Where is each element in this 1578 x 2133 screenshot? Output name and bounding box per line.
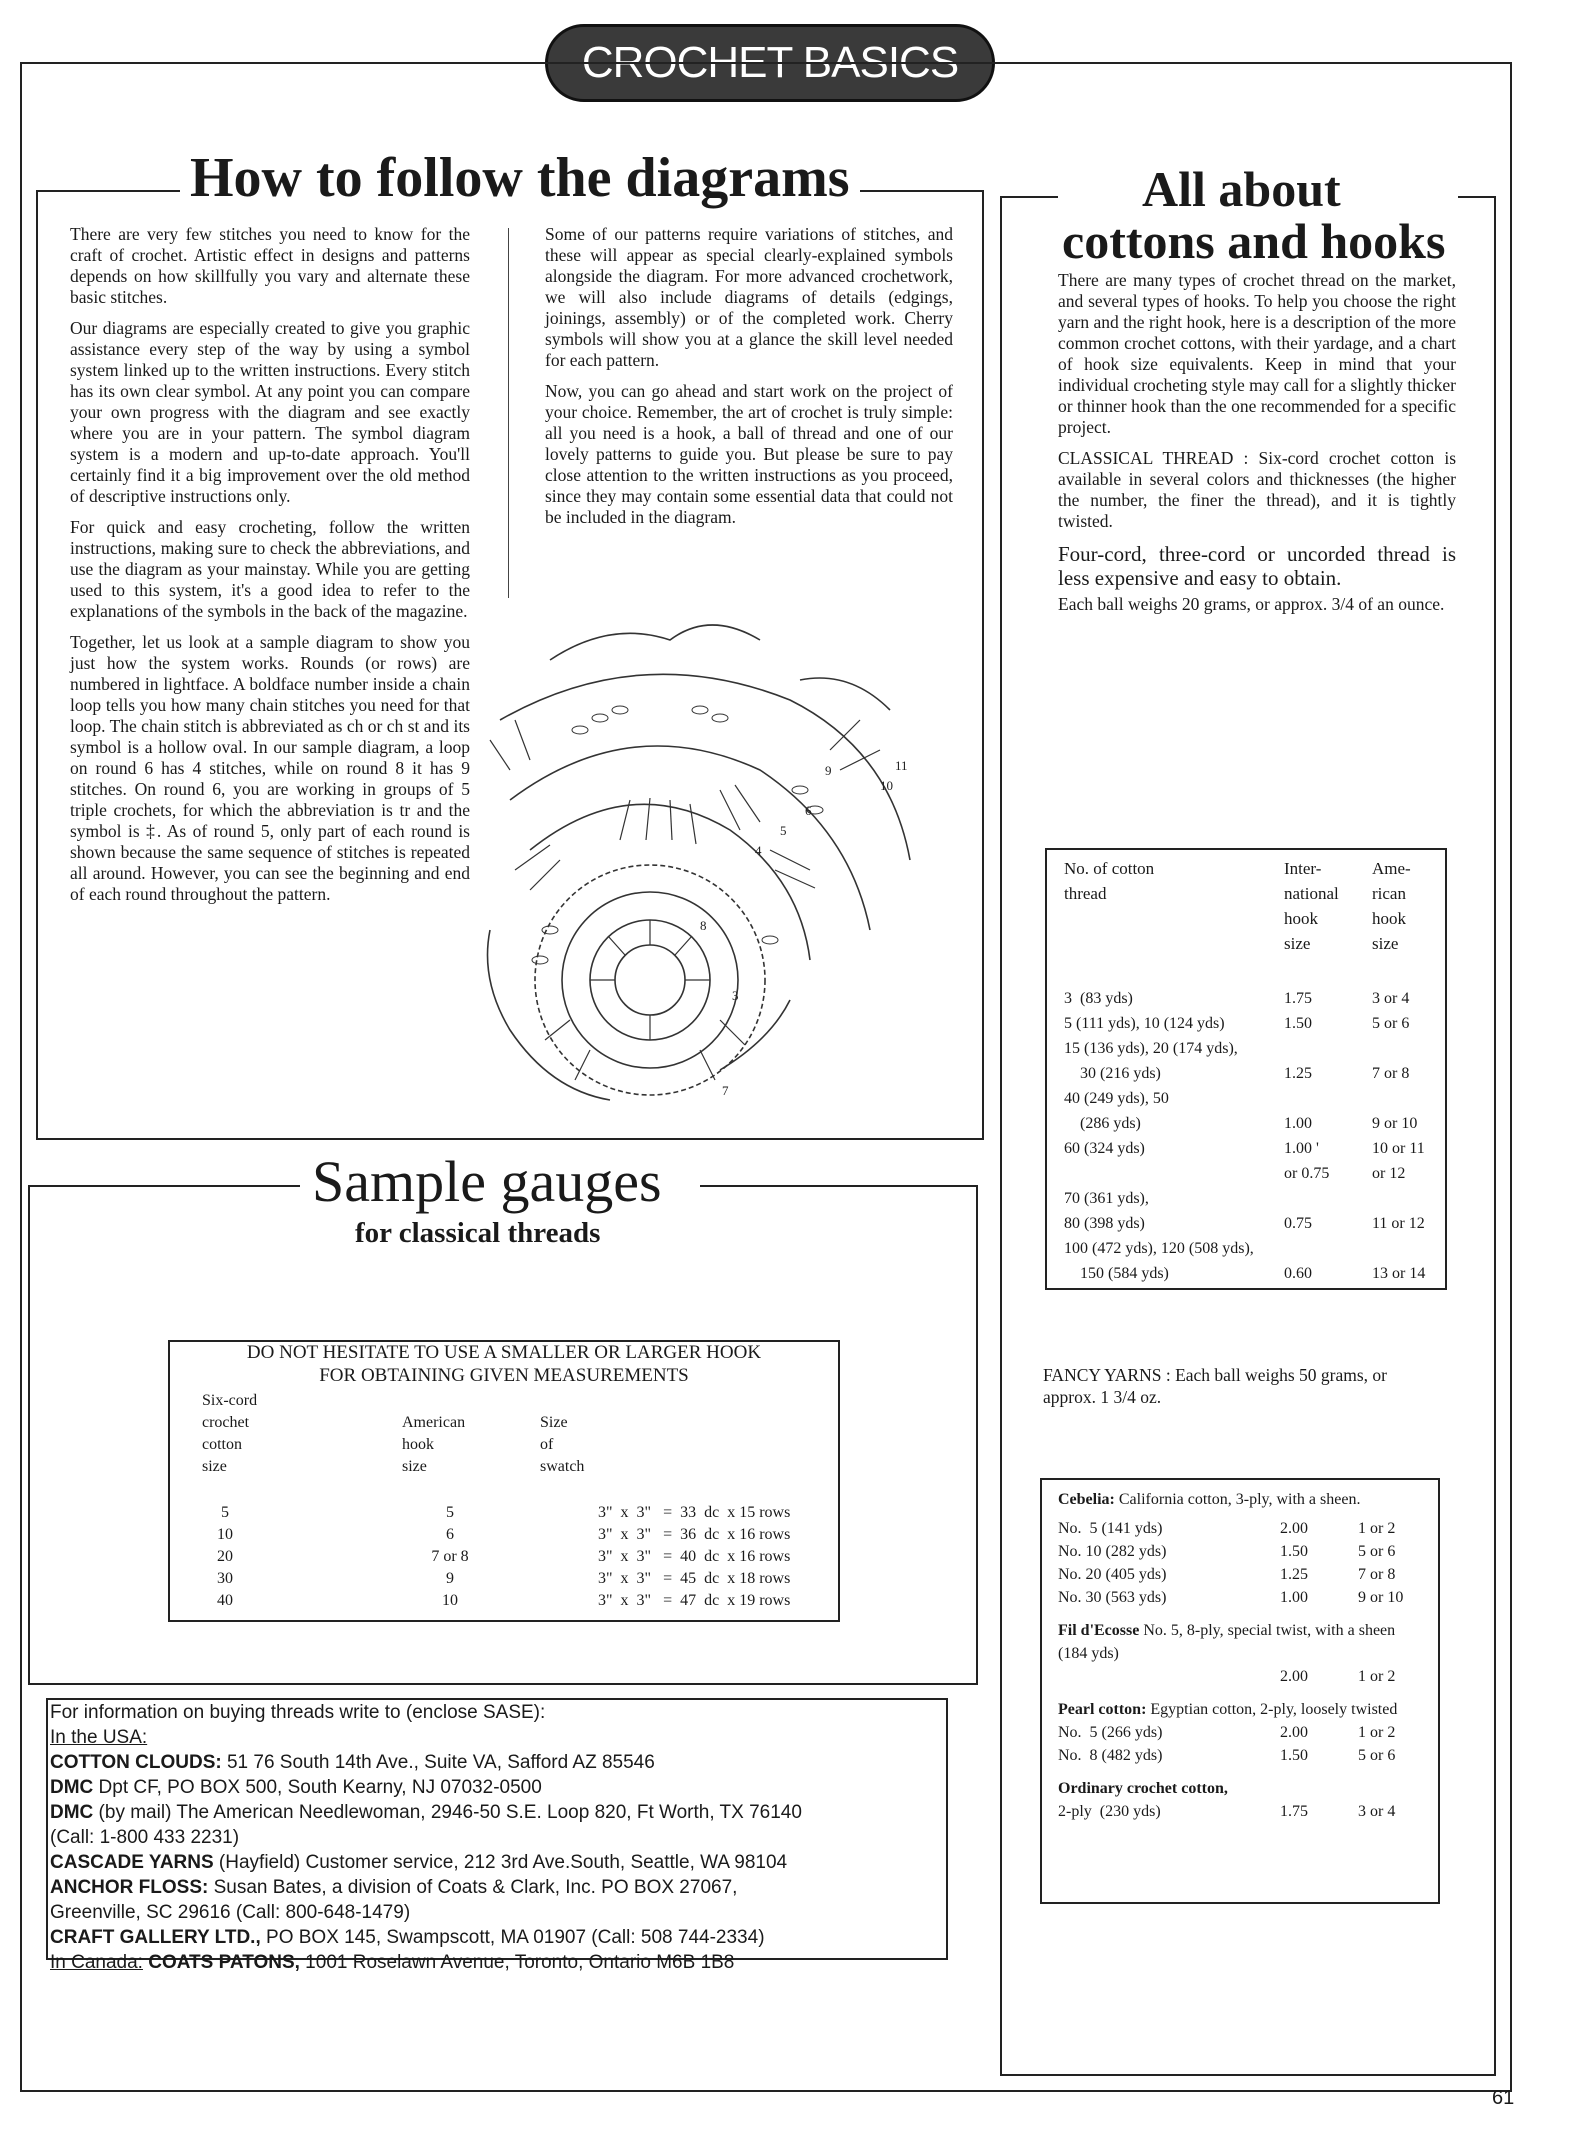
hook-table-content — [1064, 856, 1440, 1286]
hook-table-rows — [1064, 986, 1425, 1286]
table-row: 20 7 or 8 3" x 3" = 40 dc x 16 rows — [217, 1548, 791, 1565]
hook-col-header: Inter- national hook size — [1284, 859, 1339, 953]
table-row: 60 (324 yds) 1.00 ' 10 or 11 — [1064, 1140, 1425, 1157]
table-row: or 0.75 or 12 — [1284, 1165, 1406, 1182]
diagram-label: 6 — [805, 803, 812, 818]
yarn-group — [1058, 1777, 1428, 1823]
diagrams-title: How to follow the diagrams — [190, 147, 850, 209]
diagram-label: 11 — [895, 758, 908, 773]
address-entry: Greenville, SC 29616 (Call: 800-648-1479) — [50, 1902, 411, 1923]
table-row: 5 5 3" x 3" = 33 dc x 15 rows — [221, 1504, 791, 1521]
table-row: 100 (472 yds), 120 (508 yds), — [1064, 1240, 1254, 1257]
hook-col-header: Ame- rican hook size — [1372, 859, 1411, 953]
address-list — [50, 1700, 802, 1975]
diagram-label: 10 — [880, 778, 893, 793]
table-row: 70 (361 yds), — [1064, 1190, 1149, 1207]
crochet-sample-diagram — [470, 600, 950, 1120]
table-row: No. 8 (482 yds) 1.50 5 or 6 — [1058, 1747, 1396, 1764]
yarn-group — [1058, 1698, 1428, 1767]
table-row: (286 yds) 1.00 9 or 10 — [1064, 1115, 1418, 1132]
table-row: 15 (136 yds), 20 (174 yds), — [1064, 1040, 1238, 1057]
classical-thread-text: CLASSICAL THREAD : Six-cord crochet cotton is available in several colors and thicknesses (the higher the number, the finer the thread), and it is tightly twisted. — [1058, 448, 1456, 531]
cottons-intro: There are many types of crochet thread on the market, and several types of hooks. To help you choose the right yarn and the right hook, here is a description of the more common crochet cottons, with their yardage, and a chart of hook size equivalents. Keep in mind that your individual crocheting style may call for a slightly thicker or thinner hook than the one recommended for a specific project. — [1058, 270, 1456, 437]
address-region-usa: In the USA: — [50, 1727, 148, 1748]
table-row: 2-ply (230 yds) 1.75 3 or 4 — [1058, 1803, 1396, 1820]
yarn-desc: No. 5, 8-ply, special twist, with a sheen (184 yds) — [1058, 1622, 1396, 1662]
table-row: 10 6 3" x 3" = 36 dc x 16 rows — [217, 1526, 791, 1543]
fancy-yarns-text: FANCY YARNS : Each ball weighs 50 grams, or approx. 1 3/4 oz. — [1043, 1365, 1387, 1407]
address-entry: (Call: 1-800 433 2231) — [50, 1827, 240, 1848]
yarn-table-content — [1058, 1488, 1428, 1823]
diagram-label: 3 — [732, 988, 739, 1003]
address-intro: For information on buying threads write to (enclose SASE): — [50, 1702, 546, 1723]
yarn-name: Fil d'Ecosse — [1058, 1622, 1140, 1639]
address-entry-canada: In Canada: COATS PATONS, 1001 Roselawn Avenue, Toronto, Ontario M6B 1B8 — [50, 1952, 735, 1973]
gauges-title: Sample gauges — [312, 1149, 662, 1214]
diagrams-para: Now, you can go ahead and start work on the project of your choice. Remember, the art of crochet is truly simple: all you need is a hook, a ball of thread and one of our lovely patterns to guide you. But please be sure to pay close attention to the written instructions as you proceed, since they may contain some essential data that could not be included in the diagram. — [545, 381, 953, 527]
gauges-subtitle: for classical threads — [355, 1217, 601, 1249]
yarn-desc: California cotton, 3-ply, with a sheen. — [1114, 1491, 1361, 1508]
diagrams-column-2 — [545, 224, 953, 538]
address-entry: DMC Dpt CF, PO BOX 500, South Kearny, NJ 07032-0500 — [50, 1777, 542, 1798]
table-row: 5 (111 yds), 10 (124 yds) 1.50 5 or 6 — [1064, 1015, 1410, 1032]
ball-weight-text: Each ball weighs 20 grams, or approx. 3/4 of an ounce. — [1058, 594, 1445, 614]
section-banner: CROCHET BASICS — [545, 24, 995, 102]
yarn-group — [1058, 1619, 1428, 1688]
diagram-label: 8 — [700, 918, 707, 933]
diagrams-para: For quick and easy crocheting, follow the written instructions, making sure to check the abbreviations, and use the diagram as your mainstay. While you are getting used to this system, it's a good idea to refer to the explanations of the symbols in the back of the magazine. — [70, 517, 470, 621]
yarn-name: Ordinary crochet cotton, — [1058, 1780, 1228, 1797]
yarn-group — [1058, 1488, 1428, 1609]
diagrams-para: There are very few stitches you need to know for the craft of crochet. Artistic effect in designs and patterns depends on how skillfully you vary and alternate these basic stitches. — [70, 224, 470, 307]
gauge-notice-line2: FOR OBTAINING GIVEN MEASUREMENTS — [319, 1365, 689, 1386]
table-row: No. 20 (405 yds) 1.25 7 or 8 — [1058, 1566, 1396, 1583]
yarn-name: Pearl cotton: — [1058, 1701, 1147, 1718]
table-row: 40 (249 yds), 50 — [1064, 1090, 1169, 1107]
diagram-label: 7 — [722, 1083, 729, 1098]
table-row: No. 30 (563 yds) 1.00 9 or 10 — [1058, 1589, 1404, 1606]
diagrams-para: Our diagrams are especially created to give you graphic assistance every step of the way by using a symbol system linked up to the written instructions. Every stitch has its own clear symbol. At any point you can compare your own progress with the diagram and see exactly where you are in your pattern. The symbol diagram system is a modern and up-to-date approach. You'll certainly find it a big improvement over the old method of descriptive instructions only. — [70, 318, 470, 506]
fourcord-text: Four-cord, three-cord or uncorded thread is less expensive and easy to obtain. — [1058, 542, 1456, 590]
diagrams-column-1 — [70, 224, 470, 915]
gauge-col-header: American hook size — [402, 1414, 466, 1475]
table-row: 3 (83 yds) 1.75 3 or 4 — [1064, 990, 1410, 1007]
address-entry: DMC (by mail) The American Needlewoman, 2946-50 S.E. Loop 820, Ft Worth, TX 76140 — [50, 1802, 802, 1823]
gauge-col-header: Size of swatch — [540, 1414, 585, 1475]
diagram-label: 9 — [825, 763, 832, 778]
page-number: 61 — [1492, 2087, 1515, 2109]
yarn-desc: Egyptian cotton, 2-ply, loosely twisted — [1146, 1701, 1398, 1718]
table-row: No. 10 (282 yds) 1.50 5 or 6 — [1058, 1543, 1396, 1560]
diagrams-para: Some of our patterns require variations of stitches, and these will appear as special clearly-explained symbols alongside the diagram. For more advanced crochetwork, we will also include diagrams of details (edgings, joinings, assembly) or of the completed work. Cherry symbols will show you at a glance the skill level needed for each pattern. — [545, 224, 953, 370]
table-row: No. 5 (141 yds) 2.00 1 or 2 — [1058, 1520, 1396, 1537]
diagrams-para: Together, let us look at a sample diagram to show you just how the system works. Rounds (or rows) are numbered in lightface. A boldface number inside a chain loop tells you how many chain stitches you need for that loop. The chain stitch is abbreviated as ch or ch st and its symbol is a hollow oval. In our sample diagram, a loop on round 6 has 4 stitches, while on round 8 it has 9 stitches. On round 6, you are working in groups of 5 triple crochets, for which the abbreviation is tr and the symbol is ‡. As of round 5, only part of each round is shown because the same sequence of stitches is repeated all around. However, you can see the beginning and end of each round throughout the pattern. — [70, 632, 470, 904]
gauge-notice-line1: DO NOT HESITATE TO USE A SMALLER OR LARGER HOOK — [246, 1342, 762, 1363]
gauge-col-header: Six-cord crochet cotton size — [202, 1392, 258, 1475]
table-row: 2.00 1 or 2 — [1280, 1668, 1396, 1685]
table-row: 150 (584 yds) 0.60 13 or 14 — [1064, 1265, 1426, 1282]
cottons-title-line1: All about — [1142, 161, 1341, 217]
cottons-title-line2: cottons and hooks — [1062, 213, 1446, 269]
address-entry: COTTON CLOUDS: 51 76 South 14th Ave., Suite VA, Safford AZ 85546 — [50, 1752, 655, 1773]
diagram-label: 4 — [755, 843, 762, 858]
cottons-text — [1058, 270, 1456, 625]
address-entry: ANCHOR FLOSS: Susan Bates, a division of Coats & Clark, Inc. PO BOX 27067, — [50, 1877, 738, 1898]
address-entry: CASCADE YARNS (Hayfield) Customer service, 212 3rd Ave.South, Seattle, WA 98104 — [50, 1852, 788, 1873]
table-row: No. 5 (266 yds) 2.00 1 or 2 — [1058, 1724, 1396, 1741]
table-row: 80 (398 yds) 0.75 11 or 12 — [1064, 1215, 1425, 1232]
diagram-label: 5 — [780, 823, 787, 838]
address-entry: CRAFT GALLERY LTD., PO BOX 145, Swampscott, MA 01907 (Call: 508 744-2334) — [50, 1927, 765, 1948]
table-row: 30 9 3" x 3" = 45 dc x 18 rows — [217, 1570, 791, 1587]
table-row: 40 10 3" x 3" = 47 dc x 19 rows — [217, 1592, 791, 1609]
yarn-name: Cebelia: — [1058, 1491, 1115, 1508]
gauge-rows — [200, 1502, 790, 1612]
table-row: 30 (216 yds) 1.25 7 or 8 — [1064, 1065, 1410, 1082]
hook-col-header: No. of cotton thread — [1064, 859, 1155, 903]
column-divider — [508, 228, 509, 598]
